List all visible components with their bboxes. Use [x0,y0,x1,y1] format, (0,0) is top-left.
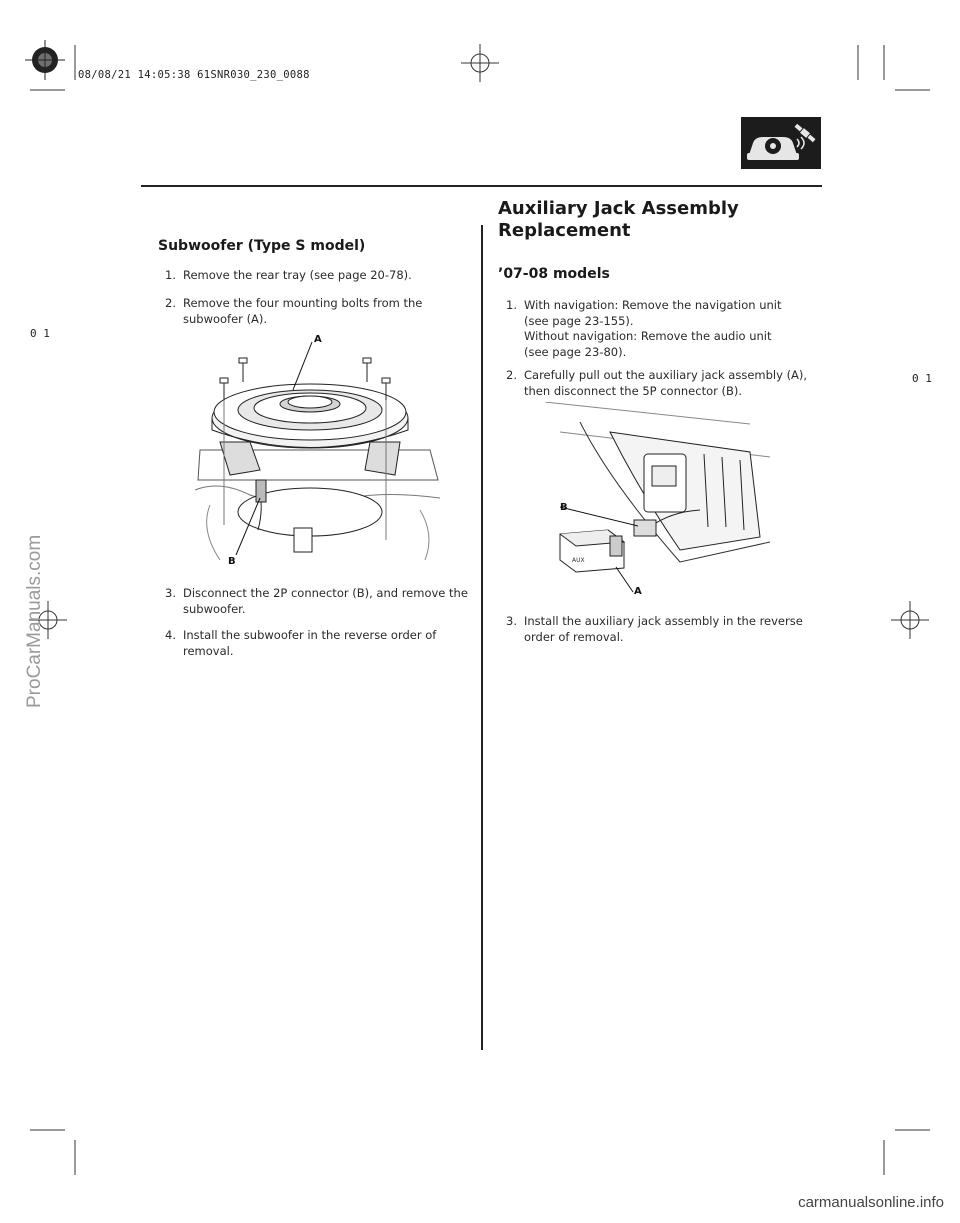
subwoofer-section-title: Subwoofer (Type S model) [158,238,366,254]
aux-jack-illustration [540,402,780,602]
aux-label: AUX [572,557,585,564]
svg-text:ProCarManuals.com: ProCarManuals.com [24,534,45,708]
right-step-1: 1. With navigation: Remove the navigation unit (see page 23-155). Without navigation: Remove the audio unit (see page 23-80). [506,298,782,359]
subwoofer-illustration [190,330,450,570]
left-step-3: 3. Disconnect the 2P connector (B), and remove the subwoofer. [165,586,468,616]
figure-label-b: B [560,502,568,513]
left-step-1: 1. Remove the rear tray (see page 20-78). [165,268,412,282]
registration-target-icon [25,40,65,80]
column-divider [481,225,483,1050]
aux-jack-section-title: Auxiliary Jack Assembly Replacement [498,198,739,241]
print-stamp: 08/08/21 14:05:38 61SNR030_230_0088 [78,69,310,81]
car-audio-navigation-icon [741,117,821,169]
side-mark-left: 0 1 [30,327,50,340]
models-subtitle: ’07-08 models [498,266,610,282]
right-step-2: 2. Carefully pull out the auxiliary jack assembly (A), then disconnect the 5P connector (B). [506,368,808,398]
figure-label-b: B [228,556,236,567]
left-step-2: 2. Remove the four mounting bolts from the subwoofer (A). [165,296,423,326]
left-step-4: 4. Install the subwoofer in the reverse order of removal. [165,628,437,658]
side-mark-right: 0 1 [912,372,932,385]
right-step-3: 3. Install the auxiliary jack assembly in the reverse order of removal. [506,614,803,644]
procarmanuals-watermark [18,480,48,710]
figure-label-a: A [314,334,322,345]
footer-watermark: carmanualsonline.info [798,1194,944,1211]
figure-label-a: A [634,586,642,597]
header-rule [141,185,822,187]
